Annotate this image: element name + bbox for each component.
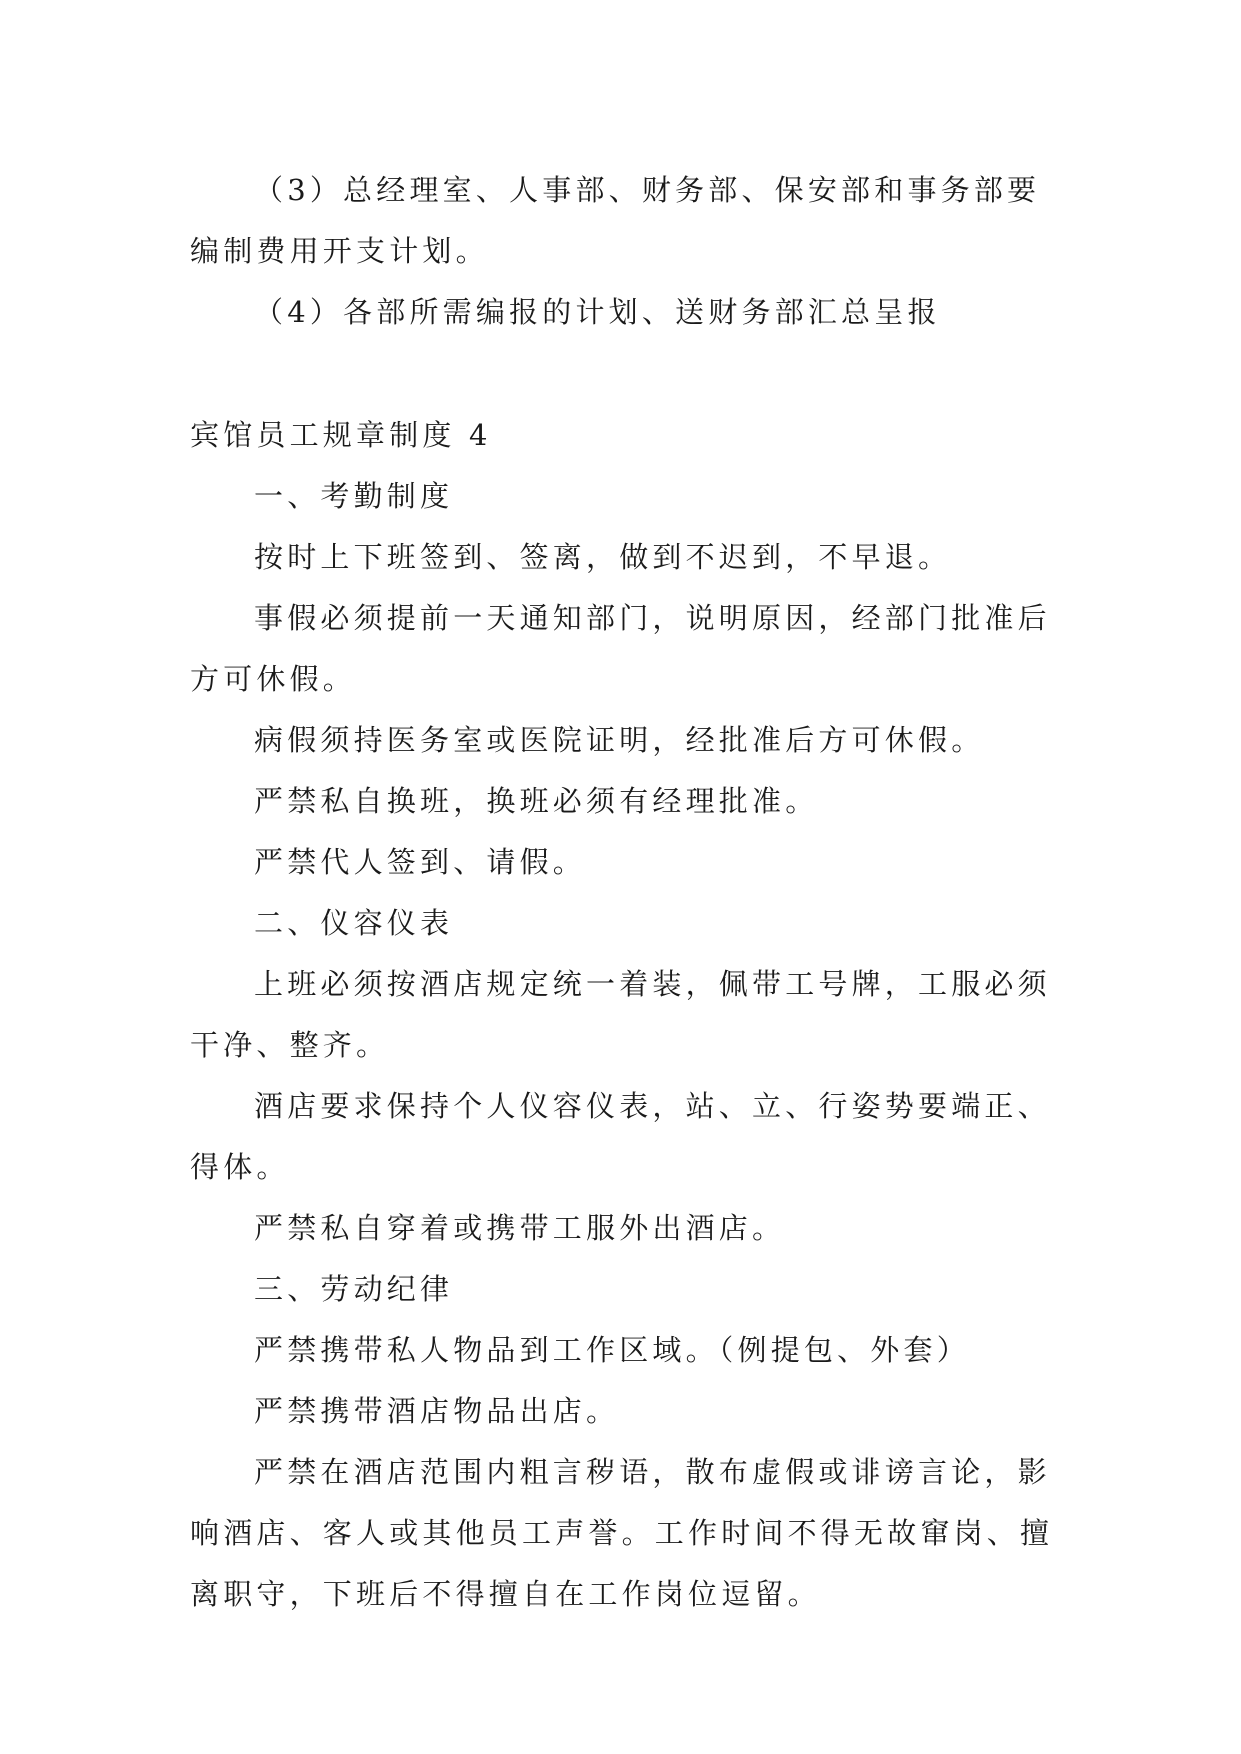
paragraph-spacer: [190, 343, 1060, 405]
rule-item: 严禁携带酒店物品出店。: [254, 1394, 620, 1428]
rule-item: 酒店要求保持个人仪容仪表，站、立、行姿势要端正、得体。: [190, 1089, 1051, 1184]
rule-item: 严禁私自穿着或携带工服外出酒店。: [254, 1211, 786, 1245]
rule-item: 严禁在酒店范围内粗言秽语，散布虚假或诽谤言论，影响酒店、客人或其他员工声誉。工作时间不得无故窜岗、擅离职守，下班后不得擅自在工作岗位逗留。: [190, 1455, 1054, 1611]
rule-item: 事假必须提前一天通知部门，说明原因，经部门批准后方可休假。: [190, 601, 1051, 696]
rule-item: 按时上下班签到、签离，做到不迟到，不早退。: [254, 540, 952, 574]
rule-item: 严禁携带私人物品到工作区域。（例提包、外套）: [254, 1333, 970, 1367]
rule-item: 上班必须按酒店规定统一着装，佩带工号牌，工服必须干净、整齐。: [190, 967, 1051, 1062]
rule-item: 严禁代人签到、请假。: [254, 845, 587, 879]
section-heading-appearance: 二、仪容仪表: [254, 906, 454, 940]
paragraph-plan-3: （3）总经理室、人事部、财务部、保安部和事务部要编制费用开支计划。: [190, 173, 1041, 268]
rule-item: 严禁私自换班，换班必须有经理批准。: [254, 784, 819, 818]
document-body: [190, 160, 1060, 1625]
section-heading-discipline: 三、劳动纪律: [254, 1272, 454, 1306]
section-heading-attendance: 一、考勤制度: [254, 479, 454, 513]
section-title: 宾馆员工规章制度 4: [190, 418, 492, 452]
paragraph-plan-4: （4）各部所需编报的计划、送财务部汇总呈报: [254, 295, 941, 329]
rule-item: 病假须持医务室或医院证明，经批准后方可休假。: [254, 723, 985, 757]
